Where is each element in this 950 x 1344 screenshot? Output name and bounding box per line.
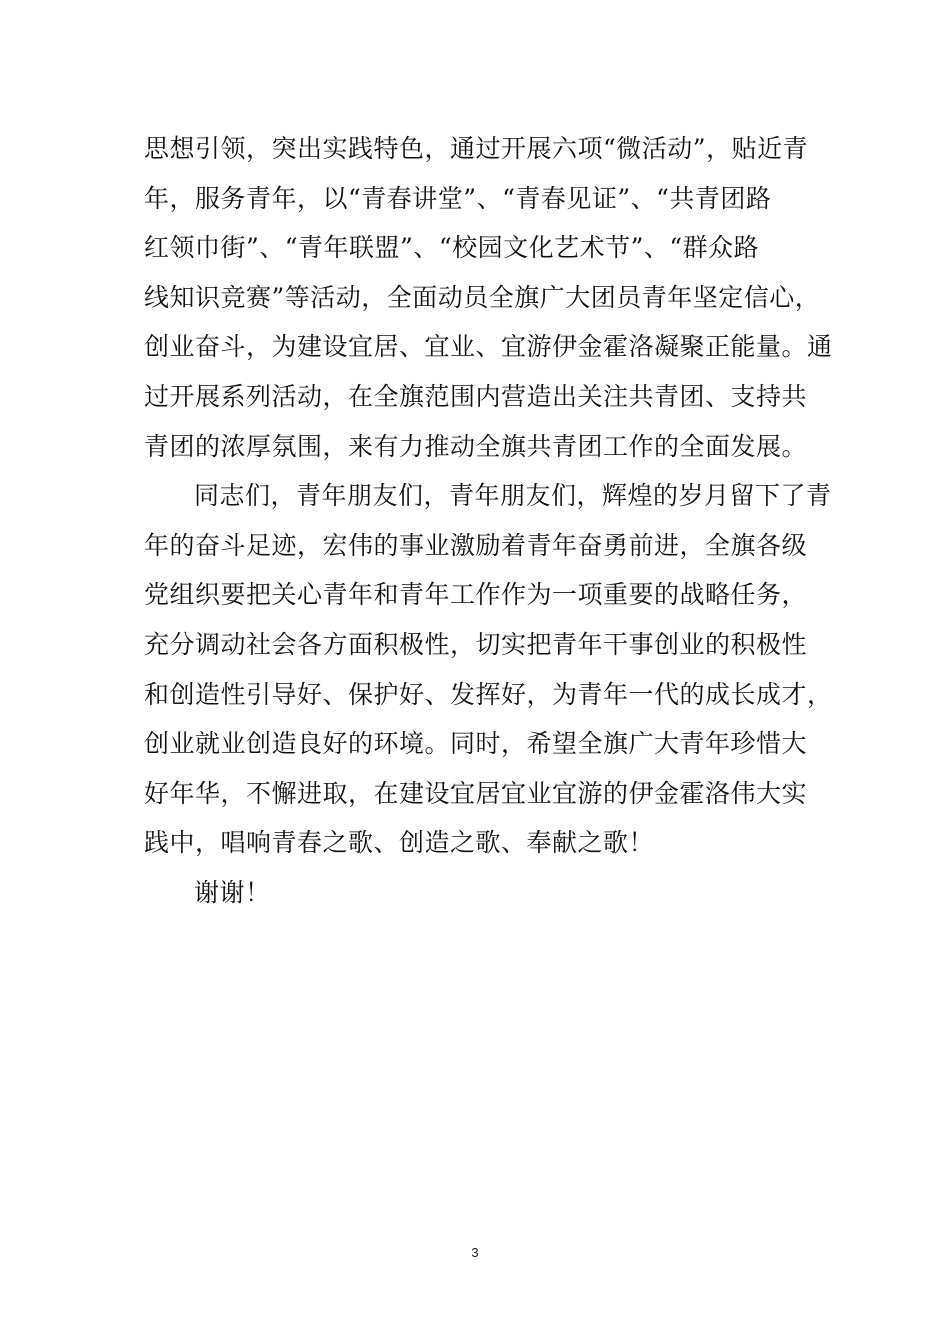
- text-line: 过开展系列活动，在全旗范围内营造出关注共青团、支持共: [144, 381, 808, 411]
- text-line: 和创造性引导好、保护好、发挥好，为青年一代的成长成才，: [144, 679, 833, 709]
- text-line: 年的奋斗足迹，宏伟的事业激励着青年奋勇前进，全旗各级: [144, 530, 808, 560]
- text-line: 创业就业创造良好的环境。同时，希望全旗广大青年珍惜大: [144, 729, 808, 759]
- paragraph-1: [144, 124, 833, 471]
- text-line: 红领巾街”、“青年联盟”、“校园文化艺术节”、“群众路: [144, 233, 760, 263]
- text-line: 青团的浓厚氛围，来有力推动全旗共青团工作的全面发展。: [144, 431, 808, 461]
- page-number: 3: [471, 1245, 479, 1260]
- paragraph-2: [144, 471, 833, 868]
- text-line: 充分调动社会各方面积极性，切实把青年干事创业的积极性: [144, 629, 808, 659]
- text-line: 好年华，不懈进取，在建设宜居宜业宜游的伊金霍洛伟大实: [144, 778, 808, 808]
- document-body: [144, 124, 833, 918]
- text-line: 同志们，青年朋友们，青年朋友们，辉煌的岁月留下了青: [194, 481, 832, 511]
- text-line: 线知识竞赛”等活动，全面动员全旗广大团员青年坚定信心，: [144, 282, 821, 312]
- text-line: 党组织要把关心青年和青年工作作为一项重要的战略任务，: [144, 580, 808, 610]
- closing-line: 谢谢！: [194, 877, 271, 907]
- text-line: 创业奋斗，为建设宜居、宜业、宜游伊金霍洛凝聚正能量。通: [144, 332, 833, 362]
- text-line: 思想引领，突出实践特色，通过开展六项“微活动”，贴近青: [144, 134, 809, 163]
- paragraph-3: [144, 868, 824, 918]
- text-line: 年，服务青年，以“青春讲堂”、“青春见证”、“共青团路: [144, 183, 772, 213]
- text-line: 践中，唱响青春之歌、创造之歌、奉献之歌！: [144, 828, 655, 858]
